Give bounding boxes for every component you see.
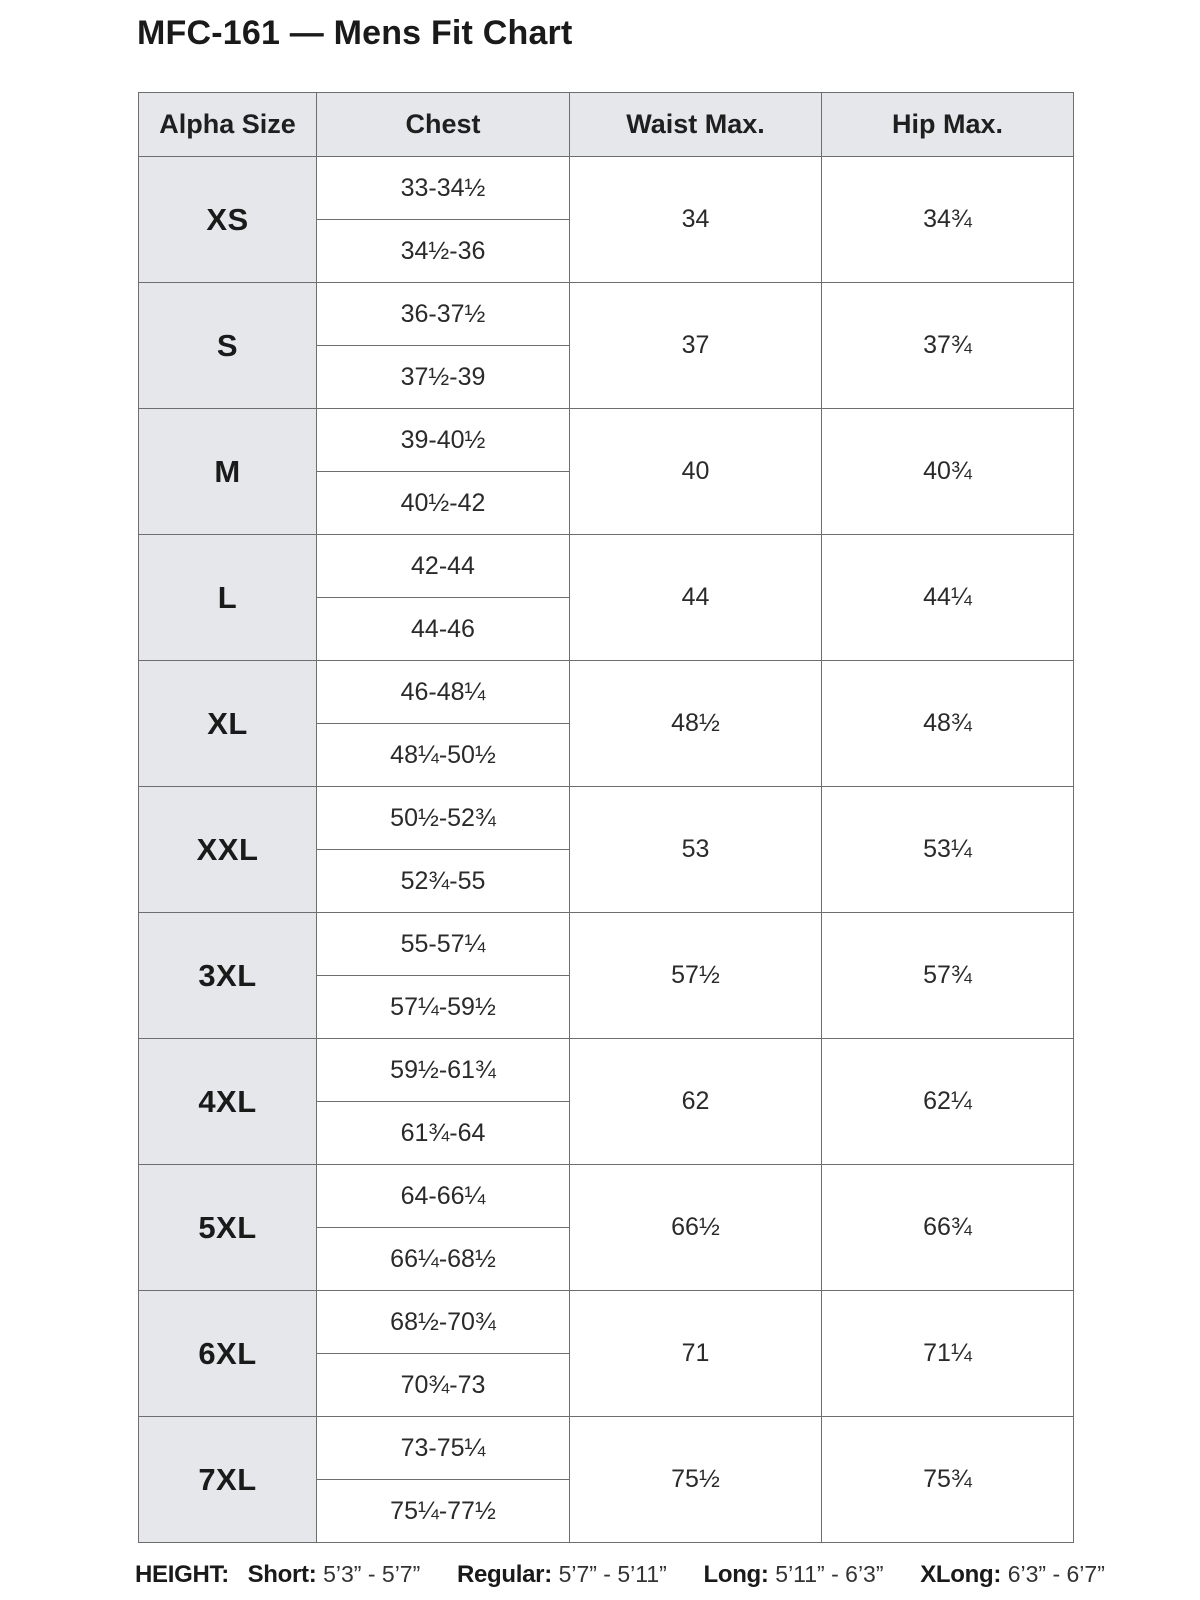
chest-range-cell: 50½-52¾ — [317, 787, 570, 850]
waist-max-cell: 57½ — [570, 913, 822, 1039]
waist-max-cell: 44 — [570, 535, 822, 661]
hip-max-cell: 62¼ — [822, 1039, 1074, 1165]
hip-max-cell: 37¾ — [822, 283, 1074, 409]
table-body — [139, 157, 1074, 1543]
waist-max-cell: 62 — [570, 1039, 822, 1165]
height-regular — [457, 1561, 667, 1589]
chest-range-cell: 73-75¼ — [317, 1417, 570, 1480]
chest-range-cell: 55-57¼ — [317, 913, 570, 976]
header-waist-max: Waist Max. — [570, 93, 822, 157]
hip-max-cell: 66¾ — [822, 1165, 1074, 1291]
hip-max-cell: 71¼ — [822, 1291, 1074, 1417]
chest-range-cell: 36-37½ — [317, 283, 570, 346]
alpha-size-cell: 4XL — [139, 1039, 317, 1165]
table-header-row — [139, 93, 1074, 157]
hip-max-cell: 34¾ — [822, 157, 1074, 283]
chest-range-cell: 70¾-73 — [317, 1354, 570, 1417]
table-row — [139, 409, 1074, 472]
chest-range-cell: 64-66¼ — [317, 1165, 570, 1228]
hip-max-cell: 57¾ — [822, 913, 1074, 1039]
alpha-size-cell: L — [139, 535, 317, 661]
hip-max-cell: 53¼ — [822, 787, 1074, 913]
waist-max-cell: 40 — [570, 409, 822, 535]
height-long-value: 5’11” - 6’3” — [775, 1561, 884, 1587]
height-short — [248, 1561, 421, 1589]
alpha-size-cell: XXL — [139, 787, 317, 913]
table-row — [139, 157, 1074, 220]
table-row — [139, 1039, 1074, 1102]
height-regular-label: Regular: — [456, 1561, 552, 1588]
chest-range-cell: 66¼-68½ — [317, 1228, 570, 1291]
table-row — [139, 913, 1074, 976]
alpha-size-cell: S — [139, 283, 317, 409]
alpha-size-cell: 5XL — [139, 1165, 317, 1291]
table-row — [139, 1417, 1074, 1480]
header-chest: Chest — [317, 93, 570, 157]
height-long-label: Long: — [703, 1561, 769, 1588]
alpha-size-cell: 7XL — [139, 1417, 317, 1543]
table-row — [139, 787, 1074, 850]
waist-max-cell: 37 — [570, 283, 822, 409]
header-hip-max: Hip Max. — [822, 93, 1074, 157]
alpha-size-cell: XS — [139, 157, 317, 283]
height-label: HEIGHT: — [135, 1561, 229, 1588]
table-row — [139, 1165, 1074, 1228]
waist-max-cell: 66½ — [570, 1165, 822, 1291]
table-row — [139, 661, 1074, 724]
hip-max-cell: 44¼ — [822, 535, 1074, 661]
height-xlong — [920, 1561, 1105, 1589]
waist-max-cell: 48½ — [570, 661, 822, 787]
hip-max-cell: 40¾ — [822, 409, 1074, 535]
chest-range-cell: 33-34½ — [317, 157, 570, 220]
chest-range-cell: 68½-70¾ — [317, 1291, 570, 1354]
header-alpha-size: Alpha Size — [139, 93, 317, 157]
table-row — [139, 1291, 1074, 1354]
height-label-item — [135, 1561, 229, 1589]
waist-max-cell: 71 — [570, 1291, 822, 1417]
chest-range-cell: 42-44 — [317, 535, 570, 598]
hip-max-cell: 48¾ — [822, 661, 1074, 787]
chest-range-cell: 37½-39 — [317, 346, 570, 409]
height-xlong-label: XLong: — [920, 1561, 1002, 1588]
alpha-size-cell: M — [139, 409, 317, 535]
table-row — [139, 283, 1074, 346]
chest-range-cell: 61¾-64 — [317, 1102, 570, 1165]
alpha-size-cell: 3XL — [139, 913, 317, 1039]
chest-range-cell: 75¼-77½ — [317, 1480, 570, 1543]
height-xlong-value: 6’3” - 6’7” — [1007, 1561, 1105, 1587]
chest-range-cell: 46-48¼ — [317, 661, 570, 724]
waist-max-cell: 53 — [570, 787, 822, 913]
page-title: MFC-161 — Mens Fit Chart — [137, 14, 573, 52]
chest-range-cell: 34½-36 — [317, 220, 570, 283]
chest-range-cell: 52¾-55 — [317, 850, 570, 913]
chest-range-cell: 48¼-50½ — [317, 724, 570, 787]
chest-range-cell: 59½-61¾ — [317, 1039, 570, 1102]
waist-max-cell: 75½ — [570, 1417, 822, 1543]
height-short-value: 5’3” - 5’7” — [323, 1561, 421, 1587]
alpha-size-cell: 6XL — [139, 1291, 317, 1417]
chest-range-cell: 44-46 — [317, 598, 570, 661]
height-short-label: Short: — [247, 1561, 317, 1588]
chest-range-cell: 40½-42 — [317, 472, 570, 535]
height-regular-value: 5’7” - 5’11” — [558, 1561, 667, 1587]
alpha-size-cell: XL — [139, 661, 317, 787]
height-long — [703, 1561, 883, 1589]
hip-max-cell: 75¾ — [822, 1417, 1074, 1543]
chest-range-cell: 39-40½ — [317, 409, 570, 472]
waist-max-cell: 34 — [570, 157, 822, 283]
table-row — [139, 535, 1074, 598]
chest-range-cell: 57¼-59½ — [317, 976, 570, 1039]
fit-chart-table — [138, 92, 1074, 1543]
height-legend — [135, 1561, 1105, 1589]
